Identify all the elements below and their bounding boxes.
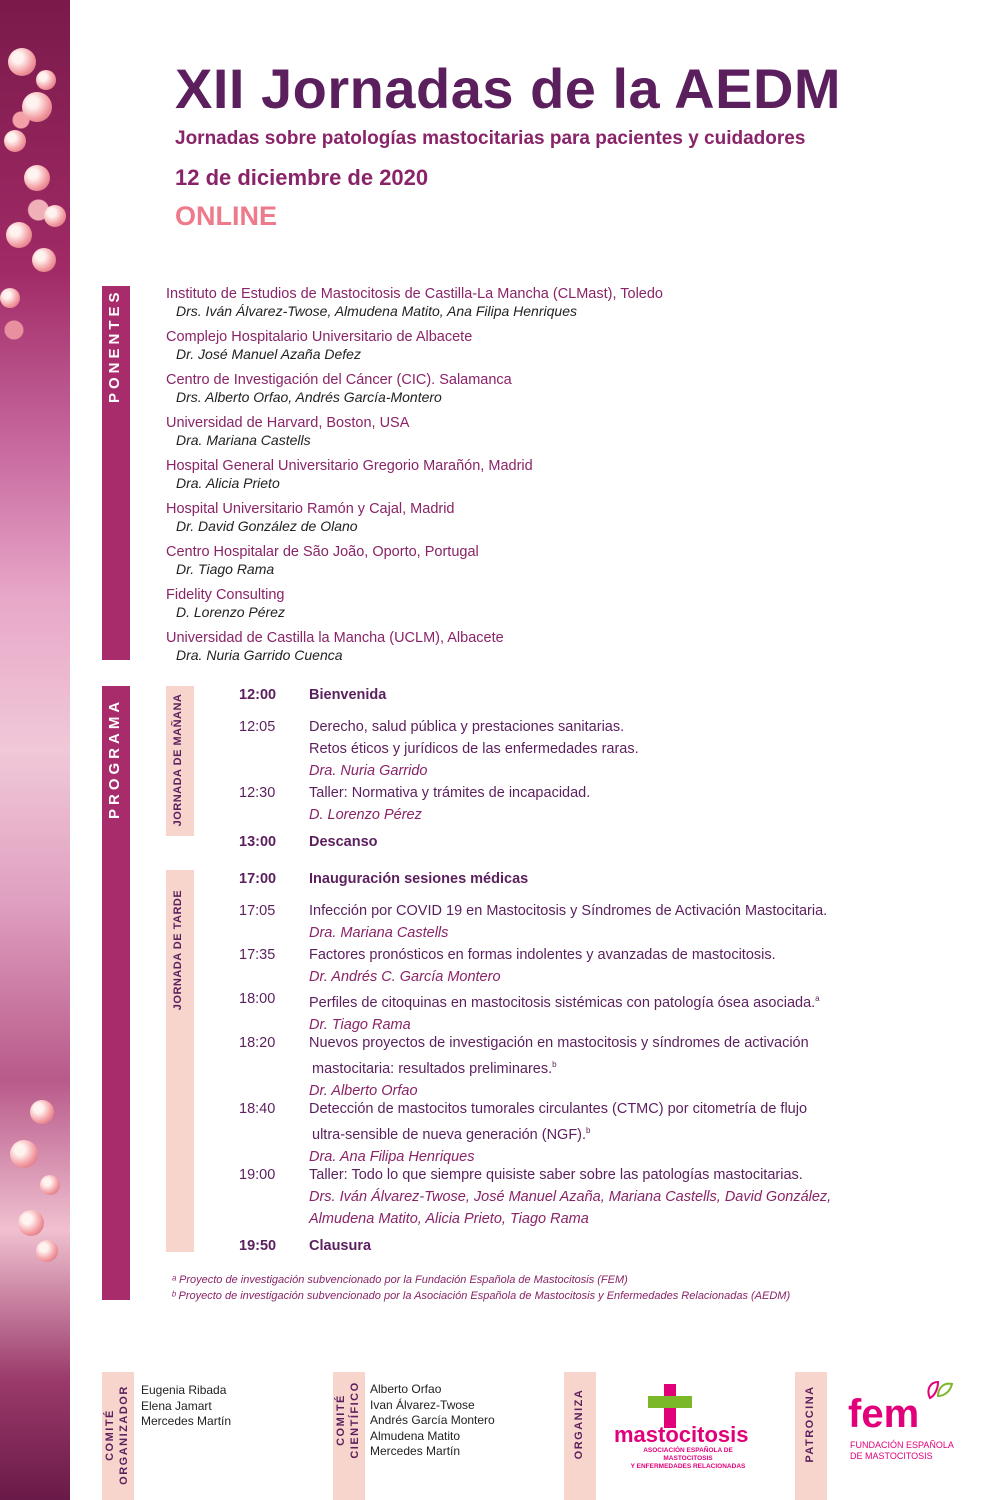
ponente-names: D. Lorenzo Pérez — [176, 604, 285, 620]
comite-label-line: COMITÉ — [335, 1394, 347, 1446]
member-name: Almudena Matito — [370, 1428, 461, 1443]
program-description: Retos éticos y jurídicos de las enfermedades raras. — [309, 741, 639, 757]
ponente-institution: Fidelity Consulting — [166, 587, 285, 603]
ponentes-label: PONENTES — [106, 288, 123, 403]
ponente-institution: Centro Hospitalar de São João, Oporto, Portugal — [166, 544, 479, 560]
ponente-item — [166, 630, 726, 673]
program-description: Factores pronósticos en formas indolentes y avanzadas de mastocitosis. — [309, 947, 776, 963]
program-description: Derecho, salud pública y prestaciones sanitarias. — [309, 719, 625, 735]
program-row — [239, 831, 959, 853]
cell-graphic — [0, 288, 20, 308]
cell-graphic — [24, 165, 50, 191]
program-title: Clausura — [309, 1238, 372, 1254]
program-time: 13:00 — [239, 834, 277, 850]
program-description: Detección de mastocitos tumorales circulantes (CTMC) por citometría de flujo — [309, 1101, 808, 1117]
program-row — [239, 1164, 959, 1230]
member-name: Mercedes Martín — [370, 1444, 461, 1458]
program-speaker: Dra. Ana Filipa Henriques — [309, 1148, 475, 1165]
ponente-item — [166, 372, 726, 415]
cell-graphic — [36, 70, 56, 90]
program-description: Infección por COVID 19 en Mastocitosis y Síndromes de Activación Mastocitaria. — [309, 903, 828, 919]
program-speaker: Drs. Iván Álvarez-Twose, José Manuel Azaña, Mariana Castells, David González, — [309, 1189, 832, 1205]
program-speaker: Dra. Nuria Garrido — [309, 763, 428, 779]
program-row — [239, 988, 959, 1036]
cell-graphic — [40, 1175, 60, 1195]
ponente-item — [166, 587, 726, 630]
fem-logo — [846, 1378, 956, 1468]
program-speaker: Dr. Tiago Rama — [309, 1016, 411, 1033]
member-name: Andrés García Montero — [370, 1413, 495, 1427]
program-title: Descanso — [309, 834, 378, 850]
logo-text: mas — [614, 1422, 659, 1447]
logo-text: fem — [848, 1392, 920, 1436]
ponente-institution: Universidad de Harvard, Boston, USA — [166, 415, 410, 431]
footnote-marker: a — [815, 994, 820, 1003]
ponente-institution: Hospital Universitario Ramón y Cajal, Madrid — [166, 501, 455, 517]
comite-cientifico-members — [370, 1382, 495, 1460]
ponente-institution: Hospital General Universitario Gregorio Marañón, Madrid — [166, 458, 533, 474]
ponente-names: Drs. Iván Álvarez-Twose, Almudena Matito, Ana Filipa Henriques — [176, 303, 577, 319]
ponente-institution: Instituto de Estudios de Mastocitosis de Castilla-La Mancha (CLMast), Toledo — [166, 286, 664, 302]
footnote-a: ᵃ Proyecto de investigación subvencionado por la Fundación Española de Mastocitosis (FEM) — [172, 1274, 628, 1286]
cell-graphic — [18, 1210, 44, 1236]
program-row — [239, 1098, 959, 1168]
program-row — [239, 900, 959, 944]
cell-graphic — [22, 92, 52, 122]
program-speaker: Dr. Andrés C. García Montero — [309, 969, 501, 985]
page-subtitle: Jornadas sobre patologías mastocitarias para pacientes y cuidadores — [175, 128, 806, 149]
member-name: Eugenia Ribada — [141, 1383, 227, 1397]
ponente-item — [166, 415, 726, 458]
program-time: 18:40 — [239, 1101, 276, 1117]
event-date: 12 de diciembre de 2020 — [175, 165, 429, 190]
member-name: Alberto Orfao — [370, 1382, 442, 1396]
program-time: 18:20 — [239, 1035, 276, 1051]
program-time: 19:50 — [239, 1238, 277, 1254]
ponente-institution: Universidad de Castilla la Mancha (UCLM), Albacete — [166, 630, 504, 646]
cell-graphic — [4, 130, 26, 152]
program-time: 17:00 — [239, 871, 277, 887]
program-time: 12:05 — [239, 719, 276, 735]
program-title: Inauguración sesiones médicas — [309, 871, 529, 887]
cell-graphic — [6, 222, 32, 248]
ponente-item — [166, 286, 726, 329]
program-description: Nuevos proyectos de investigación en mastocitosis y síndromes de activación — [309, 1035, 809, 1051]
ponente-item — [166, 544, 726, 587]
ponente-item — [166, 458, 726, 501]
cell-graphic — [10, 1140, 38, 1168]
cell-graphic — [36, 1240, 58, 1262]
ponente-item — [166, 329, 726, 372]
footnote-marker: b — [552, 1060, 557, 1069]
program-description: Perfiles de citoquinas en mastocitosis sistémicas con patología ósea asociada. — [309, 994, 816, 1011]
programa-label: PROGRAMA — [106, 697, 123, 819]
ponente-names: Dr. José Manuel Azaña Defez — [176, 346, 361, 362]
decorative-sidebar-image — [0, 0, 70, 1500]
program-speaker: Dr. Alberto Orfao — [309, 1082, 418, 1099]
logo-subtext: DE MASTOCITOSIS — [850, 1451, 933, 1461]
program-time: 17:05 — [239, 903, 276, 919]
leaf-icon — [924, 1378, 954, 1402]
program-title: Bienvenida — [309, 687, 387, 703]
ponentes-list — [166, 286, 726, 673]
program-speaker: Dra. Mariana Castells — [309, 925, 449, 941]
program-row — [239, 868, 959, 890]
member-name: Elena Jamart — [141, 1398, 212, 1413]
cell-graphic — [44, 205, 66, 227]
program-row — [239, 1235, 959, 1257]
program-time: 17:35 — [239, 947, 276, 963]
member-name: Ivan Álvarez-Twose — [370, 1397, 475, 1412]
program-time: 19:00 — [239, 1167, 276, 1183]
event-mode: ONLINE — [175, 201, 278, 231]
program-description: Taller: Normativa y trámites de incapacidad. — [309, 785, 591, 801]
comite-label-line: CIENTÍFICO — [349, 1381, 361, 1459]
logo-text: tocitosis — [658, 1422, 749, 1447]
program-time: 12:00 — [239, 687, 277, 703]
mastocitosis-logo — [612, 1382, 762, 1470]
program-time: 18:00 — [239, 991, 276, 1007]
organiza-label: ORGANIZA — [573, 1388, 585, 1460]
ponente-institution: Centro de Investigación del Cáncer (CIC). Salamanca — [166, 372, 512, 388]
member-name: Mercedes Martín — [141, 1414, 232, 1428]
tarde-label: JORNADA DE TARDE — [172, 889, 184, 1011]
ponente-names: Dra. Mariana Castells — [176, 432, 311, 448]
program-description: Taller: Todo lo que siempre quisiste saber sobre las patologías mastocitarias. — [309, 1167, 803, 1183]
program-row — [239, 944, 959, 988]
comite-organizador-members — [141, 1383, 231, 1430]
cell-graphic — [30, 1100, 54, 1124]
cell-graphic — [32, 248, 56, 272]
ponente-names: Dra. Alicia Prieto — [176, 475, 280, 491]
comite-label-line: ORGANIZADOR — [118, 1385, 130, 1485]
ponente-names: Dr. David González de Olano — [176, 518, 358, 534]
page-title: XII Jornadas de la AEDM — [175, 57, 842, 120]
program-row — [239, 782, 959, 826]
program-description: ultra-sensible de nueva generación (NGF). — [312, 1126, 587, 1143]
cell-graphic — [8, 48, 36, 76]
comite-cientifico-label — [334, 1360, 364, 1480]
program-description: mastocitaria: resultados preliminares. — [312, 1060, 553, 1077]
program-time: 12:30 — [239, 785, 276, 801]
program-speaker: Almudena Matito, Alicia Prieto, Tiago Rama — [309, 1211, 589, 1227]
ponente-names: Dr. Tiago Rama — [176, 561, 275, 577]
patrocina-label: PATROCINA — [804, 1385, 816, 1463]
ponente-names: Dra. Nuria Garrido Cuenca — [176, 647, 343, 663]
program-row — [239, 716, 959, 782]
ponente-item — [166, 501, 726, 544]
program-row — [239, 1032, 959, 1102]
footnote-marker: b — [586, 1126, 591, 1135]
footnote-b: ᵇ Proyecto de investigación subvencionado por la Asociación Española de Mastocitosis y Enfermedades Relacionadas (AEDM) — [172, 1290, 791, 1302]
program-speaker: D. Lorenzo Pérez — [309, 807, 422, 823]
comite-organizador-label — [103, 1375, 133, 1495]
logo-subtext: ASOCIACIÓN ESPAÑOLA DE MASTOCITOSIS — [643, 1447, 733, 1462]
ponente-names: Drs. Alberto Orfao, Andrés García-Montero — [176, 389, 442, 405]
footnotes — [172, 1272, 790, 1304]
ponente-institution: Complejo Hospitalario Universitario de Albacete — [166, 329, 473, 345]
logo-subtext: Y ENFERMEDADES RELACIONADAS — [630, 1463, 746, 1470]
comite-label-line: COMITÉ — [104, 1409, 116, 1461]
logo-subtext: FUNDACIÓN ESPAÑOLA — [850, 1440, 954, 1450]
manana-label: JORNADA DE MAÑANA — [172, 693, 184, 827]
program-row — [239, 684, 959, 706]
